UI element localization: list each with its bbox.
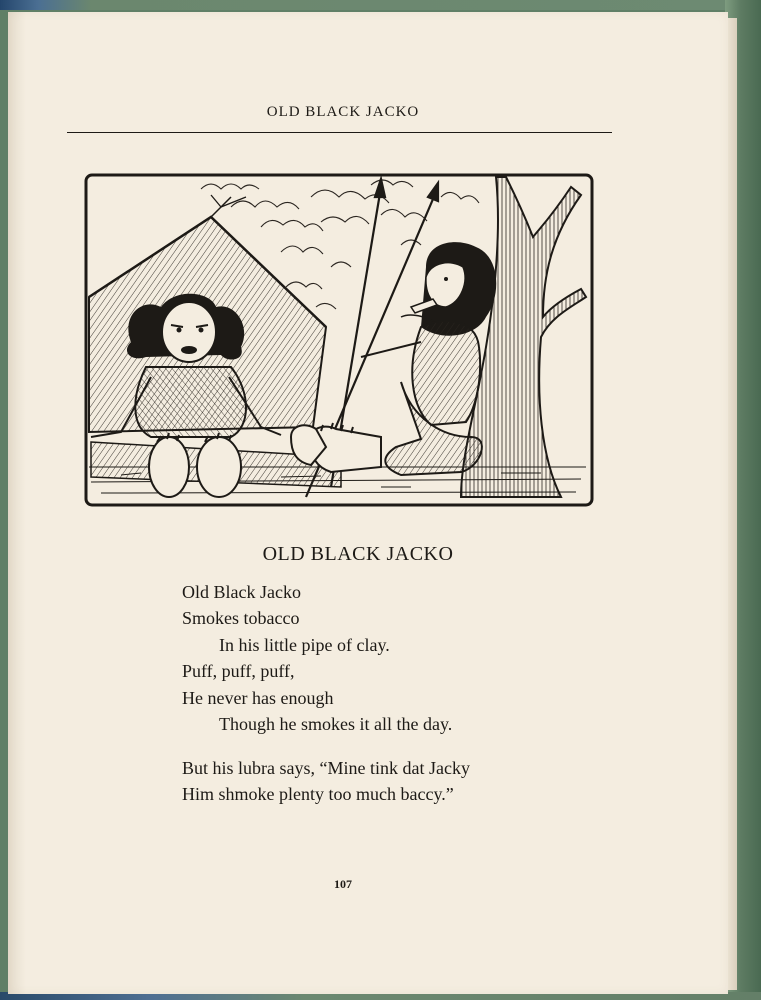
book-page: [8, 12, 728, 994]
poem-line: Puff, puff, puff,: [182, 661, 295, 681]
page-stack-edge: [727, 18, 737, 990]
poem-line: In his little pipe of clay.: [219, 635, 390, 655]
header-rule: [67, 132, 612, 133]
poem-line: Though he smokes it all the day.: [219, 714, 453, 734]
poem-title: OLD BLACK JACKO: [262, 543, 454, 565]
binding-top-edge: [0, 0, 761, 10]
illustration: [81, 167, 596, 511]
poem-line: But his lubra says, “Mine tink dat Jacky: [182, 758, 470, 778]
page-number: 107: [334, 877, 352, 891]
running-head: OLD BLACK JACKO: [266, 104, 420, 120]
poem-line: Him shmoke plenty too much baccy.”: [182, 784, 454, 804]
poem-line: He never has enough: [182, 688, 334, 708]
poem-line: Old Black Jacko: [182, 582, 301, 602]
poem-line: Smokes tobacco: [182, 608, 300, 628]
page-gutter-shadow: [8, 12, 26, 994]
